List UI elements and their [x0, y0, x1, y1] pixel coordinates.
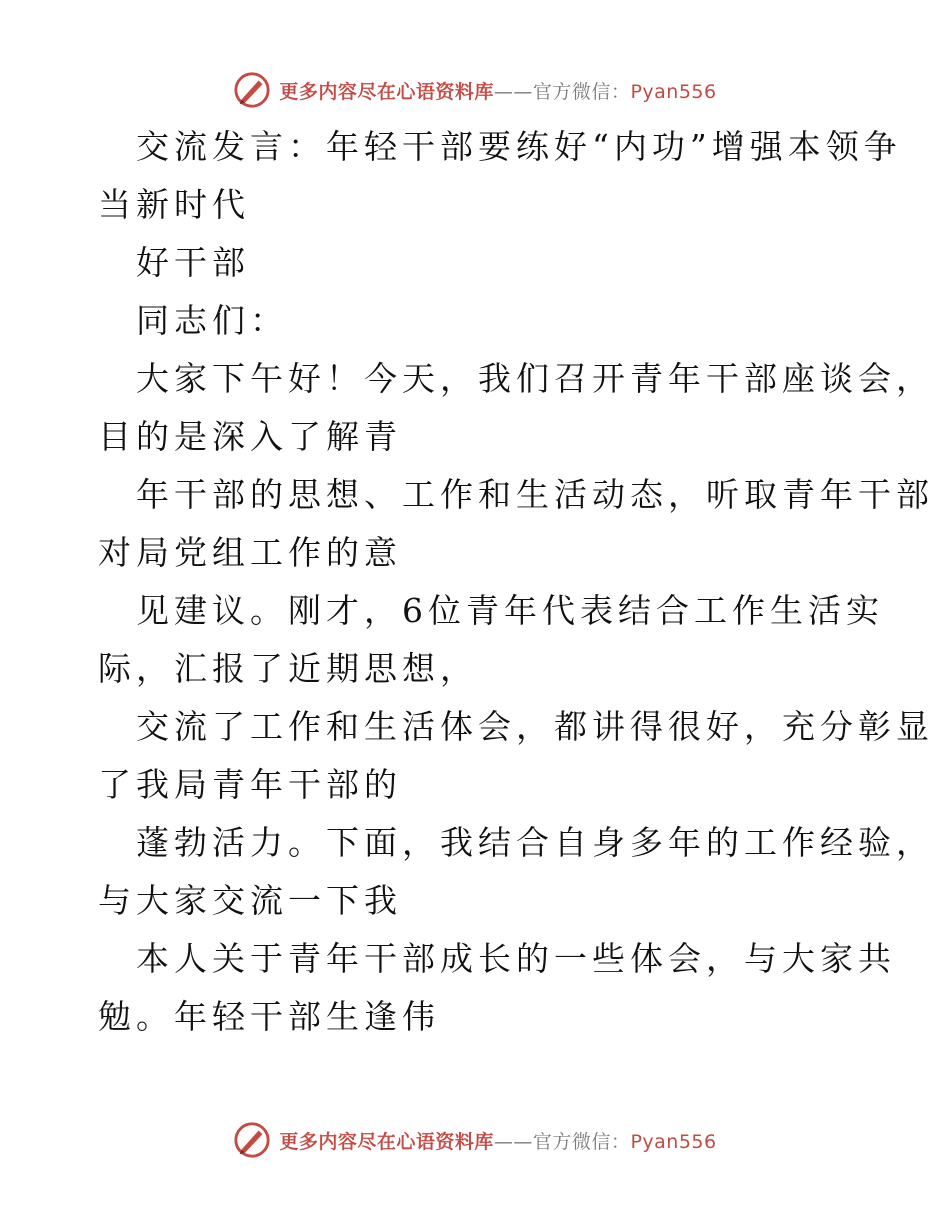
watermark-dash: ——	[493, 80, 533, 103]
salutation	[98, 292, 858, 350]
pen-logo-icon	[233, 71, 271, 109]
paragraph-line: 见建议。刚才，6位青年代表结合工作生活实	[136, 591, 884, 630]
pen-logo-icon	[233, 1121, 271, 1159]
body-paragraph	[98, 698, 934, 814]
paragraph-line: 年干部的思想、工作和生活动态，听取青年干部	[136, 475, 934, 514]
paragraph-line: 大家下午好！今天，我们召开青年干部座谈会，	[136, 359, 934, 398]
paragraph-line: 同志们：	[136, 301, 288, 340]
footer-watermark	[0, 1120, 950, 1160]
document-body	[98, 118, 934, 1046]
watermark-site-text: 更多内容尽在心语资料库	[279, 1130, 494, 1153]
paragraph-line: 了我局青年干部的	[98, 765, 402, 804]
watermark-dash: ——	[493, 1130, 533, 1153]
watermark-wechat-id: Pyan556	[630, 80, 717, 103]
paragraph-line: 目的是深入了解青	[98, 417, 402, 456]
body-paragraph	[98, 582, 884, 698]
paragraph-line: 交流发言：年轻干部要练好“内功”增强本领争	[136, 127, 902, 166]
paragraph-line: 对局党组工作的意	[98, 533, 402, 572]
paragraph-line: 际，汇报了近期思想，	[98, 649, 478, 688]
title-paragraph-continued	[98, 234, 858, 292]
header-watermark	[0, 70, 950, 110]
body-paragraph	[98, 930, 896, 1046]
watermark-wechat-id: Pyan556	[630, 1130, 717, 1153]
paragraph-line: 与大家交流一下我	[98, 881, 402, 920]
paragraph-line: 当新时代	[98, 185, 250, 224]
paragraph-line: 本人关于青年干部成长的一些体会，与大家共	[136, 939, 896, 978]
watermark-wechat-label: 官方微信：	[532, 80, 631, 103]
body-paragraph	[98, 350, 934, 466]
paragraph-line: 蓬勃活力。下面，我结合自身多年的工作经验，	[136, 823, 934, 862]
paragraph-line: 好干部	[136, 243, 250, 282]
title-paragraph	[98, 118, 902, 234]
body-paragraph	[98, 466, 934, 582]
watermark-wechat-label: 官方微信：	[532, 1130, 631, 1153]
paragraph-line: 交流了工作和生活体会，都讲得很好，充分彰显	[136, 707, 934, 746]
paragraph-line: 勉。年轻干部生逢伟	[98, 997, 440, 1036]
watermark-site-text: 更多内容尽在心语资料库	[279, 80, 494, 103]
body-paragraph	[98, 814, 934, 930]
